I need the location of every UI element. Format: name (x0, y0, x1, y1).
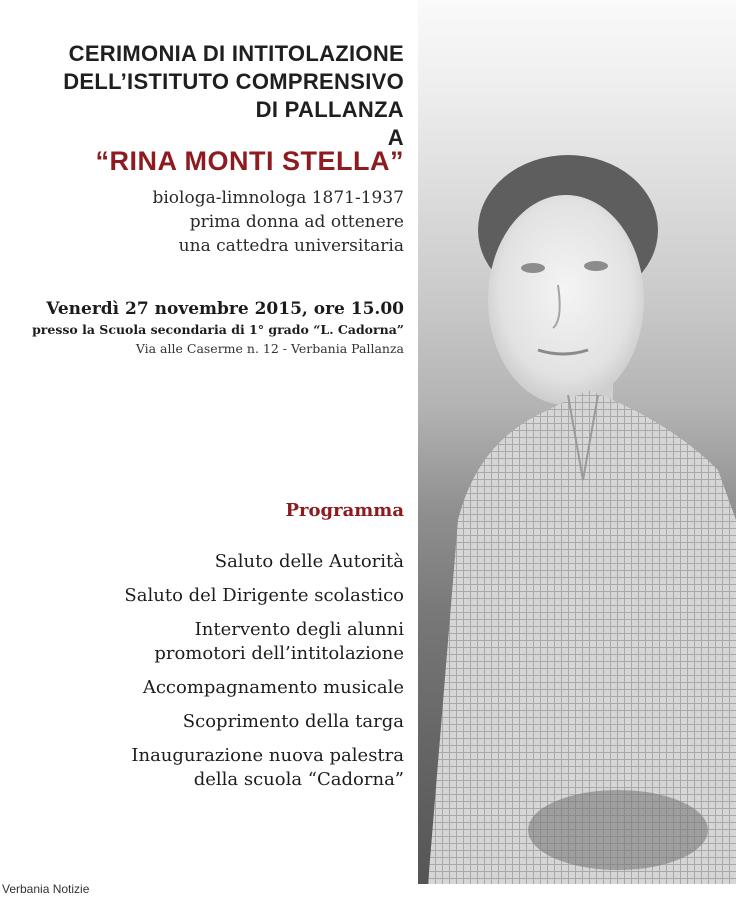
honoree-description (152, 186, 404, 258)
ceremony-heading (4, 40, 404, 152)
program-list (0, 550, 404, 802)
event-address: Via alle Caserme n. 12 - Verbania Pallanza (135, 341, 404, 356)
program-item (0, 676, 404, 700)
event-date: Venerdì 27 novembre 2015, ore 15.00 (46, 299, 404, 319)
event-place: presso la Scuola secondaria di 1° grado “L. Cadorna” (32, 322, 404, 337)
program-item-line: della scuola “Cadorna” (193, 769, 404, 790)
program-title: Programma (285, 500, 404, 521)
heading-line-1: CERIMONIA DI INTITOLAZIONE (68, 41, 404, 66)
subtitle-line-2: prima donna ad ottenere (189, 212, 404, 232)
program-item-line: Intervento degli alunni (194, 619, 404, 640)
heading-line-4: A (387, 125, 404, 150)
program-item-line: Scoprimento della targa (182, 711, 404, 732)
program-item-line: Accompagnamento musicale (142, 677, 404, 698)
event-details (32, 298, 404, 358)
program-item-line: Saluto del Dirigente scolastico (124, 585, 404, 606)
program-item-line: Saluto delle Autorità (214, 551, 404, 572)
heading-line-2: DELL’ISTITUTO COMPRENSIVO (63, 69, 404, 94)
heading-line-3: DI PALLANZA (255, 97, 404, 122)
program-item (0, 744, 404, 792)
program-item (0, 710, 404, 734)
program-item-line: promotori dell’intitolazione (154, 643, 404, 664)
source-credit: Verbania Notizie (2, 882, 90, 896)
program-item (0, 584, 404, 608)
program-item-line: Inaugurazione nuova palestra (131, 745, 404, 766)
portrait-photo (418, 0, 736, 884)
honoree-name: “RINA MONTI STELLA” (95, 146, 404, 176)
subtitle-line-1: biologa-limnologa 1871-1937 (152, 188, 404, 208)
program-item (0, 550, 404, 574)
subtitle-line-3: una cattedra universitaria (178, 236, 404, 256)
program-item (0, 618, 404, 666)
